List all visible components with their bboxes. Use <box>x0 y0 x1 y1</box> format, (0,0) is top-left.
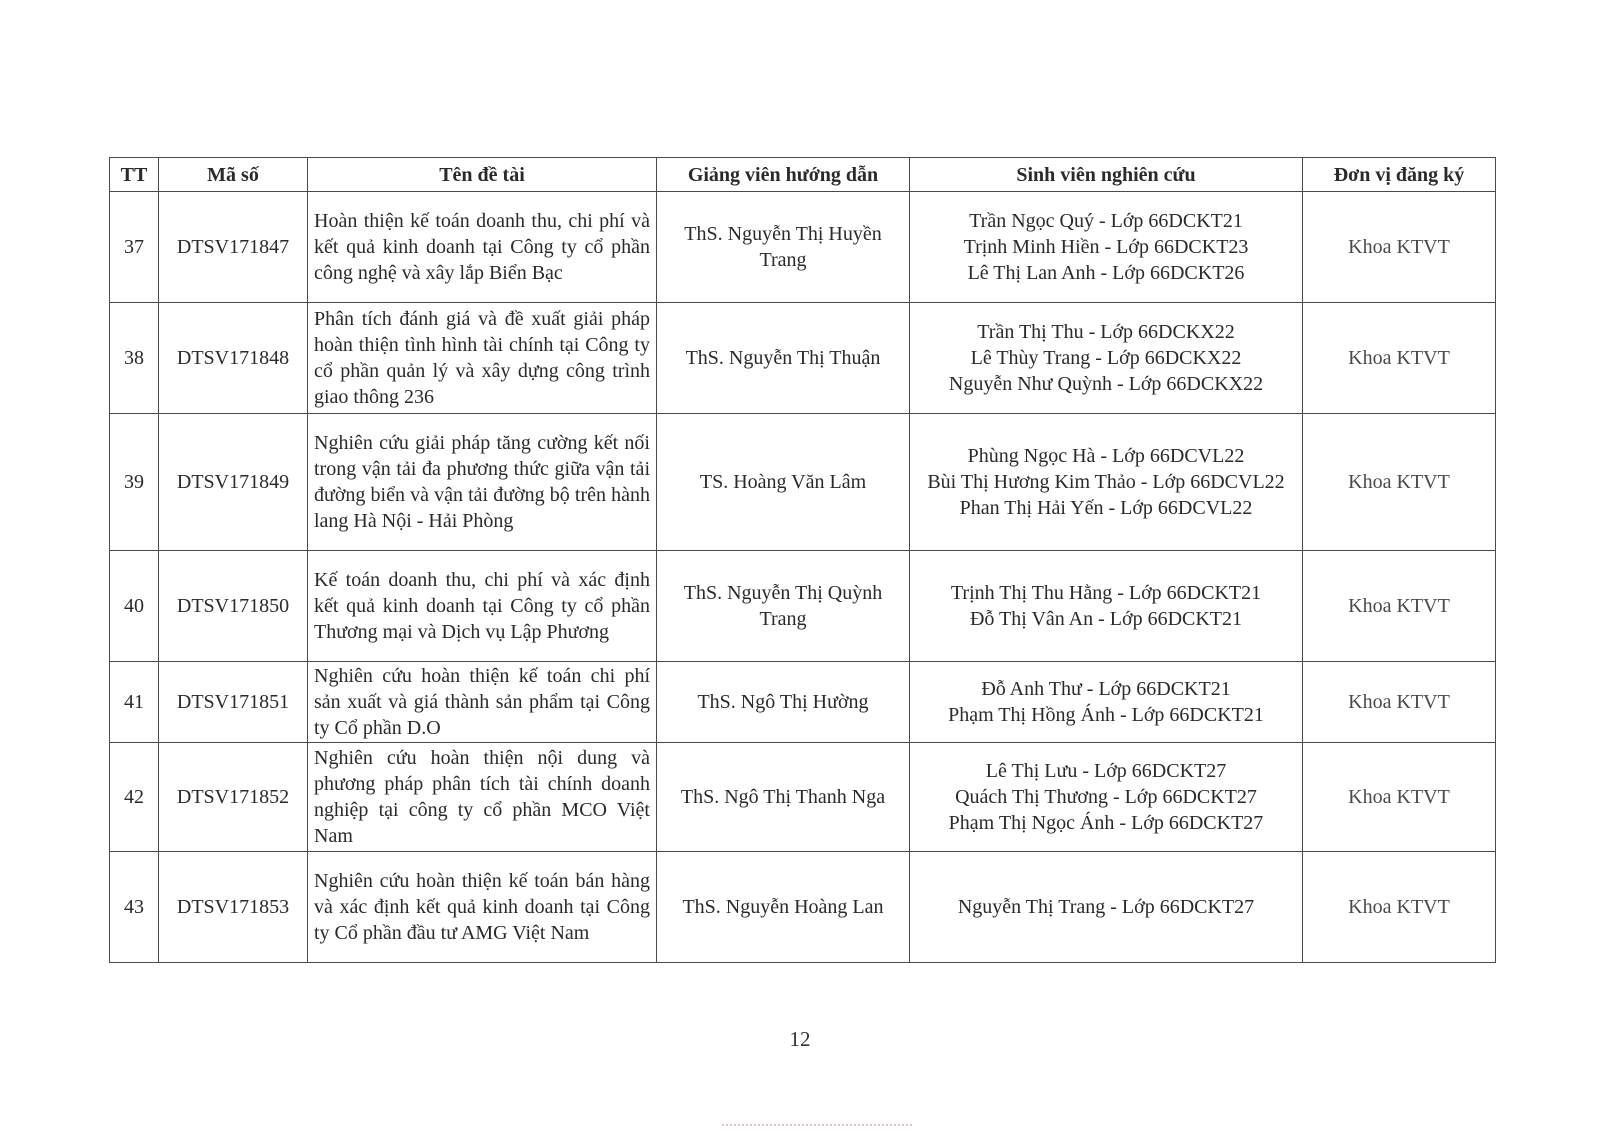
cell-supervisor: ThS. Nguyễn Hoàng Lan <box>657 852 910 963</box>
table-row <box>110 414 1496 551</box>
cell-code: DTSV171847 <box>159 192 308 303</box>
header-tt: TT <box>110 158 159 192</box>
table-row <box>110 303 1496 414</box>
cell-unit: Khoa KTVT <box>1303 551 1496 662</box>
research-topics-table <box>109 157 1496 963</box>
student-entry: Phạm Thị Ngọc Ánh - Lớp 66DCKT27 <box>948 812 1264 834</box>
cell-students <box>910 414 1303 551</box>
stamp-trace-mark <box>722 1124 912 1130</box>
student-entry: Quách Thị Thương - Lớp 66DCKT27 <box>955 786 1257 808</box>
cell-students <box>910 852 1303 963</box>
cell-topic: Hoàn thiện kế toán doanh thu, chi phí và kết quả kinh doanh tại Công ty cổ phần công nghệ và xây lắp Biển Bạc <box>308 192 657 303</box>
cell-tt: 41 <box>110 662 159 743</box>
header-topic: Tên đề tài <box>308 158 657 192</box>
cell-supervisor: ThS. Nguyễn Thị Quỳnh Trang <box>657 551 910 662</box>
student-entry: Phùng Ngọc Hà - Lớp 66DCVL22 <box>967 445 1245 467</box>
cell-code: DTSV171852 <box>159 743 308 852</box>
cell-tt: 39 <box>110 414 159 551</box>
cell-unit: Khoa KTVT <box>1303 743 1496 852</box>
cell-unit: Khoa KTVT <box>1303 303 1496 414</box>
cell-supervisor: ThS. Nguyễn Thị Thuận <box>657 303 910 414</box>
student-entry: Nguyễn Thị Trang - Lớp 66DCKT27 <box>957 896 1255 918</box>
cell-students <box>910 743 1303 852</box>
cell-students <box>910 303 1303 414</box>
cell-topic: Nghiên cứu giải pháp tăng cường kết nối trong vận tải đa phương thức giữa vận tải đường biển và vận tải đường bộ trên hành lang Hà Nội - Hải Phòng <box>308 414 657 551</box>
student-entry: Phạm Thị Hồng Ánh - Lớp 66DCKT21 <box>948 704 1264 726</box>
cell-tt: 42 <box>110 743 159 852</box>
cell-code: DTSV171853 <box>159 852 308 963</box>
header-supervisor: Giảng viên hướng dẫn <box>657 158 910 192</box>
cell-tt: 43 <box>110 852 159 963</box>
cell-topic: Nghiên cứu hoàn thiện kế toán chi phí sản xuất và giá thành sản phẩm tại Công ty Cổ phần D.O <box>308 662 657 743</box>
cell-tt: 37 <box>110 192 159 303</box>
cell-topic: Kế toán doanh thu, chi phí và xác định kết quả kinh doanh tại Công ty cổ phần Thương mại và Dịch vụ Lập Phương <box>308 551 657 662</box>
cell-code: DTSV171850 <box>159 551 308 662</box>
student-entry: Đỗ Anh Thư - Lớp 66DCKT21 <box>981 678 1231 700</box>
cell-code: DTSV171851 <box>159 662 308 743</box>
student-entry: Lê Thị Lan Anh - Lớp 66DCKT26 <box>967 262 1245 284</box>
header-unit: Đơn vị đăng ký <box>1303 158 1496 192</box>
table-row <box>110 743 1496 852</box>
cell-students <box>910 662 1303 743</box>
student-entry: Nguyễn Như Quỳnh - Lớp 66DCKX22 <box>948 373 1264 395</box>
student-entry: Đỗ Thị Vân An - Lớp 66DCKT21 <box>969 608 1243 630</box>
cell-unit: Khoa KTVT <box>1303 852 1496 963</box>
header-students: Sinh viên nghiên cứu <box>910 158 1303 192</box>
student-entry: Bùi Thị Hương Kim Thảo - Lớp 66DCVL22 <box>927 471 1285 493</box>
table-row <box>110 192 1496 303</box>
cell-students <box>910 192 1303 303</box>
cell-tt: 38 <box>110 303 159 414</box>
student-entry: Trần Ngọc Quý - Lớp 66DCKT21 <box>969 210 1243 232</box>
header-code: Mã số <box>159 158 308 192</box>
student-entry: Trịnh Thị Thu Hằng - Lớp 66DCKT21 <box>950 582 1262 604</box>
cell-unit: Khoa KTVT <box>1303 662 1496 743</box>
cell-supervisor: ThS. Ngô Thị Thanh Nga <box>657 743 910 852</box>
student-entry: Lê Thị Lưu - Lớp 66DCKT27 <box>985 760 1227 782</box>
table-header-row <box>110 158 1496 192</box>
cell-tt: 40 <box>110 551 159 662</box>
student-entry: Phan Thị Hải Yến - Lớp 66DCVL22 <box>959 497 1253 519</box>
cell-code: DTSV171848 <box>159 303 308 414</box>
cell-supervisor: ThS. Nguyễn Thị Huyền Trang <box>657 192 910 303</box>
cell-students <box>910 551 1303 662</box>
cell-supervisor: TS. Hoàng Văn Lâm <box>657 414 910 551</box>
cell-code: DTSV171849 <box>159 414 308 551</box>
cell-topic: Nghiên cứu hoàn thiện kế toán bán hàng và xác định kết quả kinh doanh tại Công ty Cổ phần đầu tư AMG Việt Nam <box>308 852 657 963</box>
cell-topic: Nghiên cứu hoàn thiện nội dung và phương pháp phân tích tài chính doanh nghiệp tại công ty cổ phần MCO Việt Nam <box>308 743 657 852</box>
table-row <box>110 551 1496 662</box>
cell-unit: Khoa KTVT <box>1303 414 1496 551</box>
student-entry: Lê Thùy Trang - Lớp 66DCKX22 <box>970 347 1242 369</box>
table-row <box>110 662 1496 743</box>
student-entry: Trần Thị Thu - Lớp 66DCKX22 <box>977 321 1235 343</box>
cell-supervisor: ThS. Ngô Thị Hường <box>657 662 910 743</box>
cell-topic: Phân tích đánh giá và đề xuất giải pháp hoàn thiện tình hình tài chính tại Công ty cổ phần quản lý và xây dựng công trình giao thông 236 <box>308 303 657 414</box>
cell-unit: Khoa KTVT <box>1303 192 1496 303</box>
student-entry: Trịnh Minh Hiền - Lớp 66DCKT23 <box>963 236 1249 258</box>
page-number: 12 <box>789 1027 811 1051</box>
table-row <box>110 852 1496 963</box>
